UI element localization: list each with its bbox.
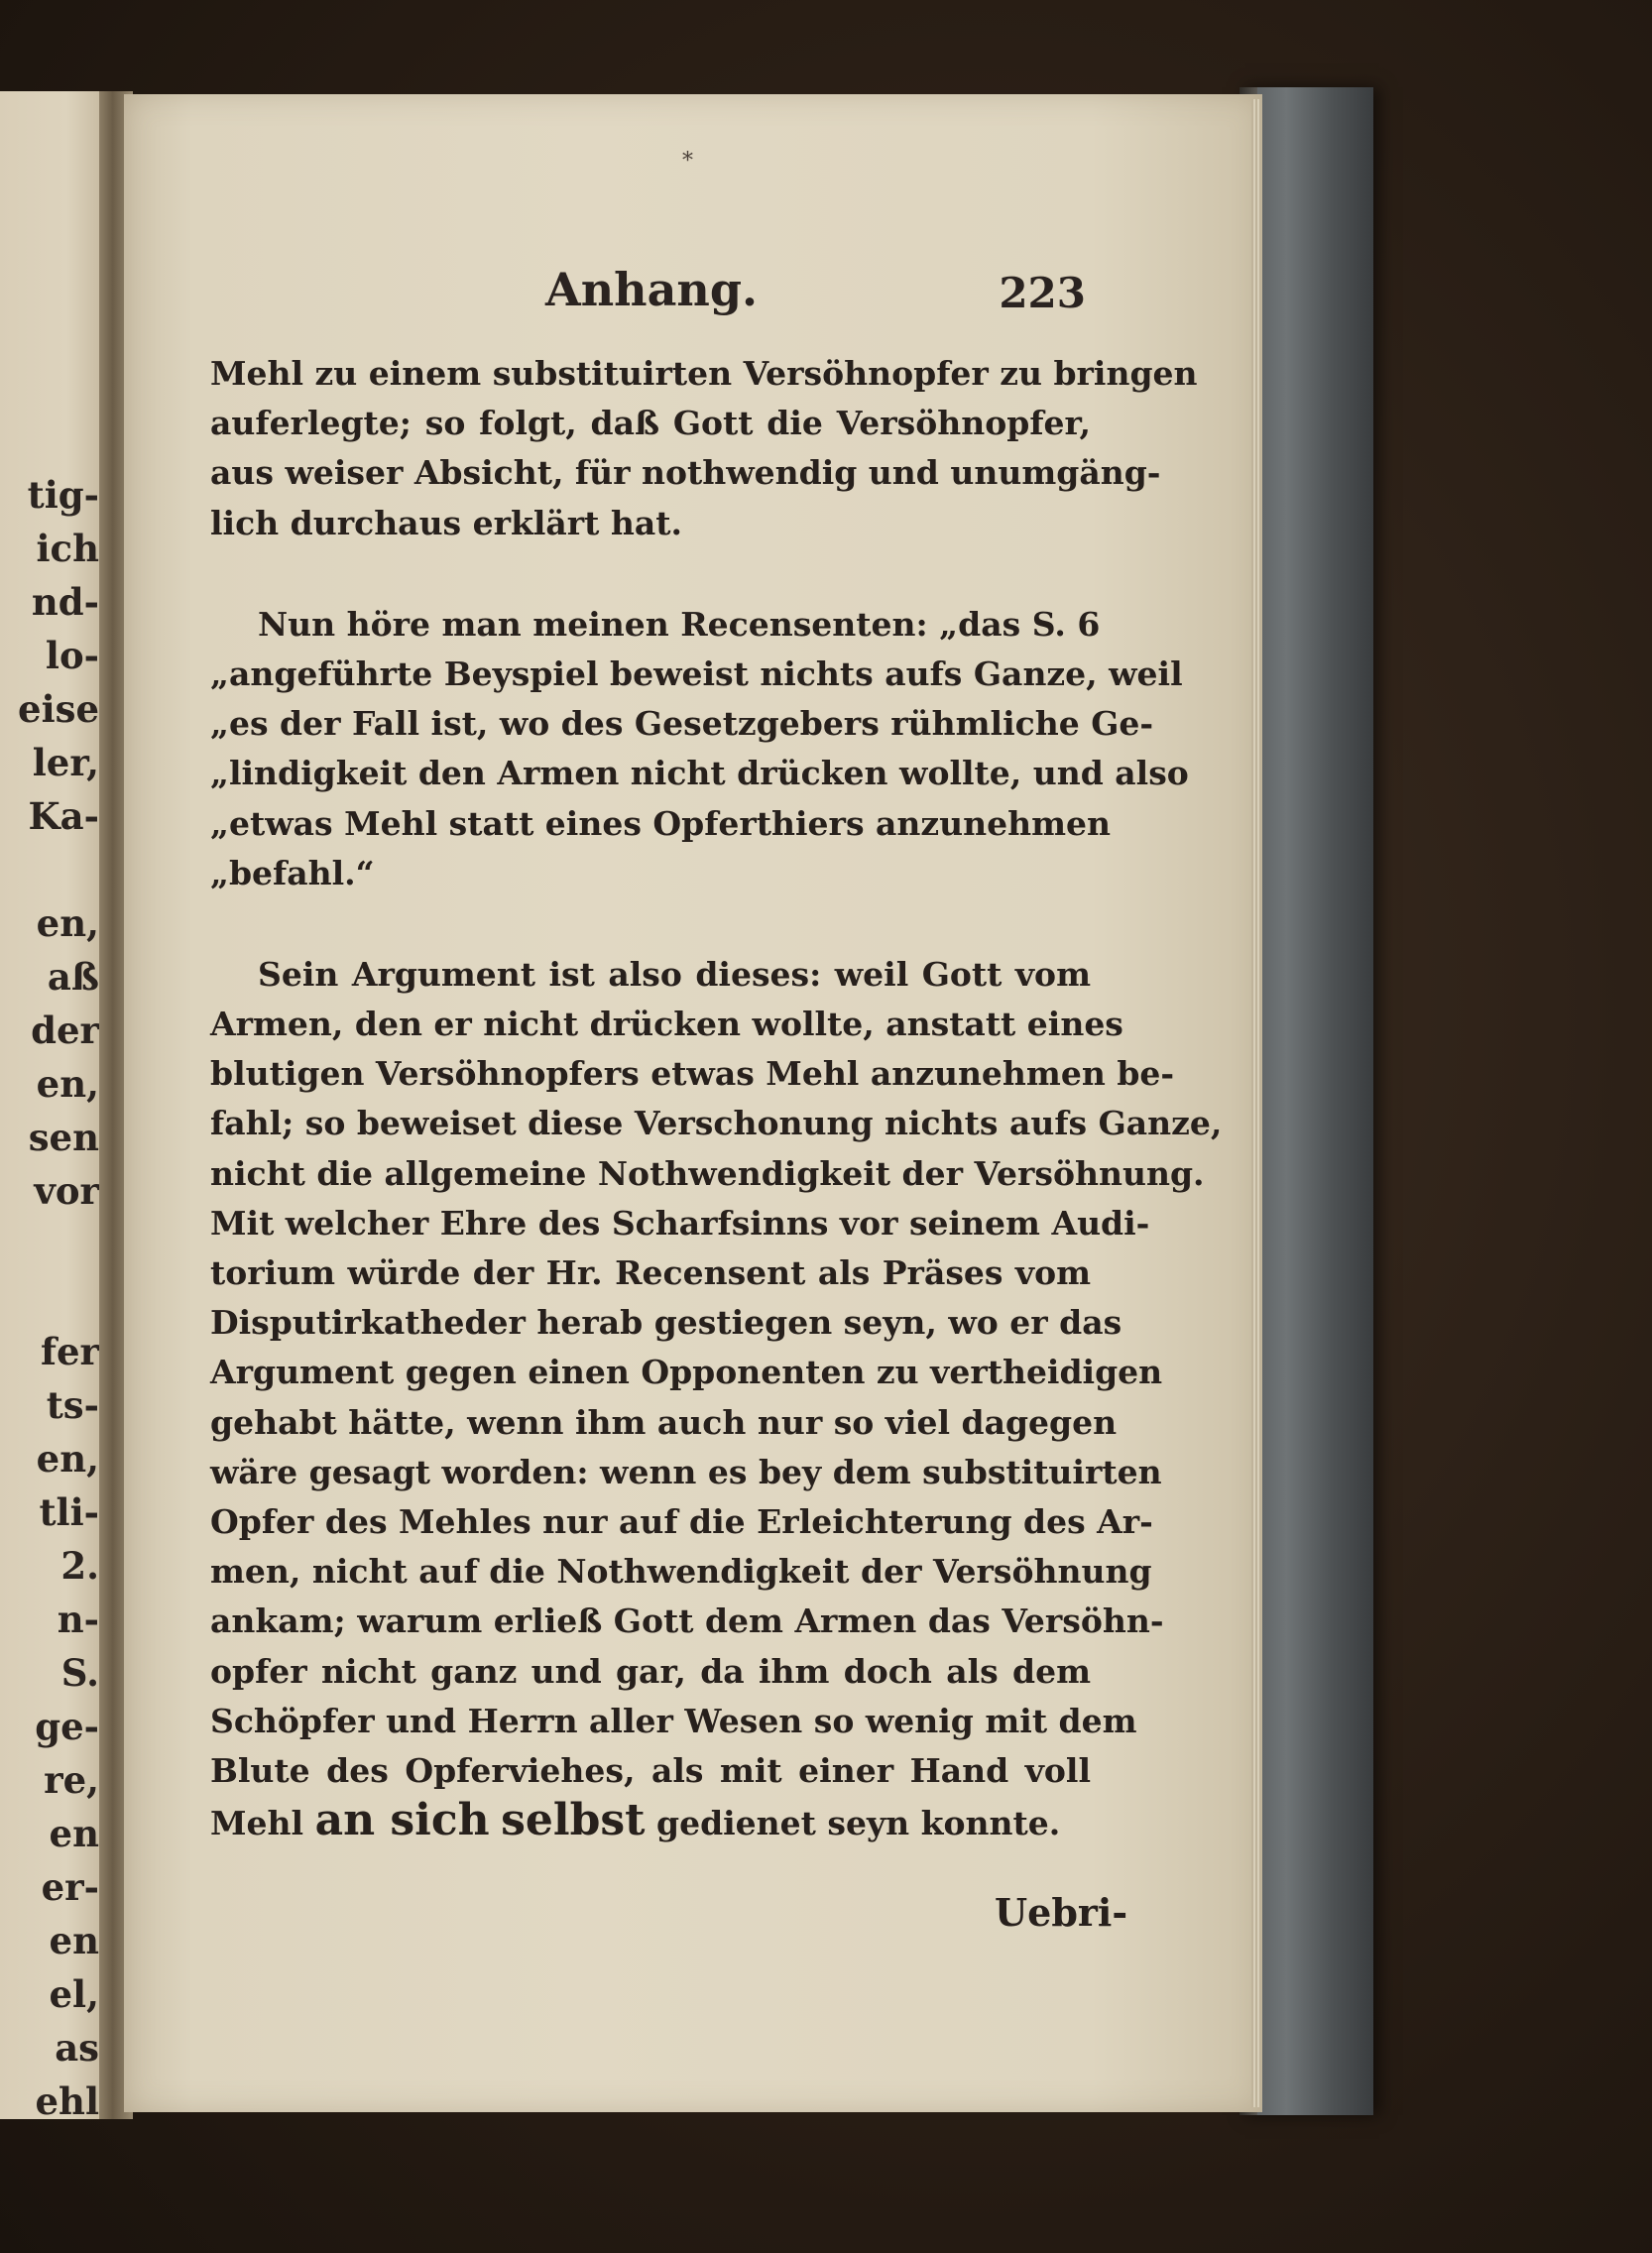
text-line: „befahl.“ — [210, 853, 375, 892]
left-fragment: fer — [41, 1330, 99, 1373]
text-line: nicht die allgemeine Nothwendigkeit der Versöhnung. — [210, 1153, 1205, 1193]
left-fragment: tli- — [39, 1490, 99, 1534]
left-fragment: sen — [28, 1116, 99, 1159]
left-fragment — [0, 843, 99, 896]
final-line-before: Mehl — [210, 1804, 304, 1843]
left-page — [0, 91, 111, 2123]
page-number: 223 — [999, 269, 1086, 317]
text-line: Armen, den er nicht drücken wollte, anstatt eines — [210, 1005, 1123, 1044]
paragraph — [210, 950, 1223, 1846]
left-fragment: ts- — [46, 1383, 99, 1427]
left-fragment: lo- — [45, 634, 99, 677]
text-line: lich durchaus erklärt hat. — [210, 503, 683, 542]
left-fragment: tig- — [27, 473, 99, 517]
left-fragment: nd- — [31, 580, 99, 624]
left-fragment: der — [31, 1008, 99, 1052]
left-fragment: aß — [47, 955, 99, 999]
left-fragment: ehl — [35, 2079, 99, 2123]
text-line: „lindigkeit den Armen nicht drücken wollte, und also — [210, 754, 1189, 793]
left-page-fragments — [0, 468, 99, 2128]
text-line: Disputirkatheder herab gestiegen seyn, wo er das — [210, 1303, 1122, 1343]
paragraph — [210, 600, 1189, 898]
catchword: Uebri- — [995, 1890, 1128, 1935]
text-line: men, nicht auf die Nothwendigkeit der Versöhnung — [210, 1552, 1152, 1592]
left-fragment: re, — [44, 1758, 99, 1802]
left-fragment: ich — [36, 527, 99, 570]
final-line-emph-1: an sich — [314, 1795, 490, 1846]
text-line: Argument gegen einen Opponenten zu vertheidigen — [210, 1353, 1163, 1392]
text-line-final — [210, 1796, 1091, 1845]
left-fragment: en — [49, 1919, 99, 1962]
final-line-after: gedienet seyn konnte. — [656, 1804, 1061, 1843]
text-line: gehabt hätte, wenn ihm auch nur so viel dagegen — [210, 1402, 1118, 1442]
text-line: auferlegte; so folgt, daß Gott die Versöhnopfer, — [210, 404, 1091, 443]
left-fragment: ler, — [32, 741, 99, 784]
left-fragment: n- — [57, 1598, 99, 1641]
left-fragment: en, — [36, 1062, 99, 1106]
text-line: Opfer des Mehles nur auf die Erleichterung des Ar- — [210, 1501, 1153, 1541]
text-line: Blute des Opferviehes, als mit einer Hand voll — [210, 1750, 1091, 1790]
left-fragment: 2. — [60, 1544, 99, 1588]
printer-mark-icon: * — [682, 149, 693, 174]
left-fragment: eise — [18, 687, 99, 731]
running-title: Anhang. — [545, 263, 759, 316]
text-line: opfer nicht ganz und gar, da ihm doch als dem — [210, 1651, 1091, 1691]
text-line: Schöpfer und Herrn aller Wesen so wenig mit dem — [210, 1701, 1137, 1740]
left-fragment: en, — [36, 901, 99, 945]
page-header — [213, 263, 1086, 332]
text-line: ankam; warum erließ Gott dem Armen das Versöhn- — [210, 1601, 1164, 1641]
paragraph — [210, 349, 1198, 548]
body-text — [210, 349, 1223, 1846]
text-line: fahl; so beweiset diese Verschonung nichts aufs Ganze, — [210, 1104, 1223, 1143]
text-line: aus weiser Absicht, für nothwendig und unumgäng- — [210, 453, 1161, 493]
left-fragment: el, — [49, 1972, 99, 2016]
page-edges — [1251, 99, 1261, 2107]
left-fragment: vor — [34, 1169, 99, 1213]
text-line: Nun höre man meinen Recensenten: „das S. 6 — [258, 604, 1101, 644]
text-line: „angeführte Beyspiel beweist nichts aufs Ganze, weil — [210, 653, 1183, 693]
left-fragment: S. — [60, 1651, 99, 1695]
text-line: Mehl zu einem substituirten Versöhnopfer zu bringen — [210, 354, 1198, 393]
paragraph-gap — [210, 548, 1091, 600]
left-fragment: en — [49, 1812, 99, 1855]
text-line: „etwas Mehl statt eines Opferthiers anzunehmen — [210, 803, 1111, 843]
paragraph-gap — [210, 898, 1091, 950]
left-fragment: as — [55, 2026, 99, 2070]
left-fragment: en, — [36, 1437, 99, 1481]
left-fragment: ge- — [35, 1705, 99, 1748]
text-line: Mit welcher Ehre des Scharfsinns vor seinem Audi- — [210, 1203, 1150, 1243]
text-line: torium würde der Hr. Recensent als Präses vom — [210, 1253, 1091, 1292]
text-line: Sein Argument ist also dieses: weil Gott vom — [258, 954, 1091, 994]
text-line: blutigen Versöhnopfers etwas Mehl anzunehmen be- — [210, 1054, 1175, 1094]
text-line: „es der Fall ist, wo des Gesetzgebers rühmliche Ge- — [210, 704, 1154, 744]
left-fragment: Ka- — [28, 794, 99, 838]
left-fragment — [0, 1218, 99, 1271]
text-line: wäre gesagt worden: wenn es bey dem substituirten — [210, 1452, 1162, 1491]
left-fragment: er- — [41, 1865, 99, 1909]
left-fragment — [0, 1271, 99, 1325]
final-line-emph-2: selbst — [501, 1795, 646, 1846]
